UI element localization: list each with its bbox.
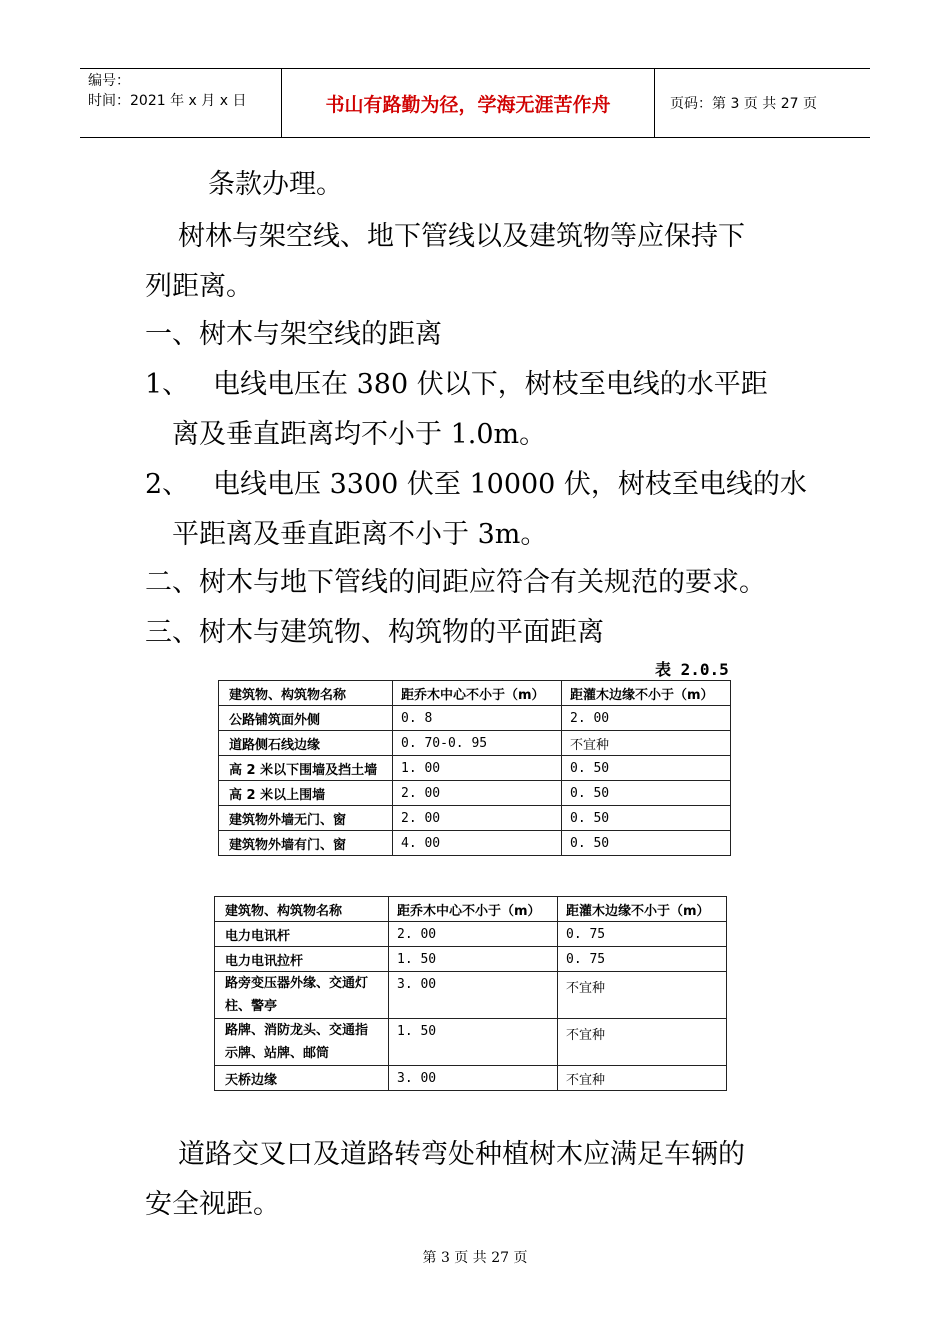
item-2-number: 2、 [145,469,190,500]
table-cell: 2. 00 [393,806,562,831]
table-cell: 不宜种 [562,731,731,756]
table-row [215,922,727,947]
distance-table-2 [214,896,727,1091]
table-cell: 1. 50 [389,1019,558,1066]
table-cell: 不宜种 [558,972,727,1019]
table-cell: 3. 00 [389,1066,558,1091]
table-row [219,756,731,781]
table-header-cell: 建筑物、构筑物名称 [215,897,389,922]
table-header-cell: 距灌木边缘不小于（m） [558,897,727,922]
section-3-heading: 三、树木与建筑物、构筑物的平面距离 [145,617,604,648]
table-header-cell: 距乔木中心不小于（m） [393,681,562,706]
table-cell: 高 2 米以下围墙及挡土墙 [219,756,393,781]
section-1-heading: 一、树木与架空线的距离 [145,319,442,350]
time-label: 时间：2021 年 x 月 x 日 [88,93,247,109]
paragraph-2-line-2: 列距离。 [145,271,253,302]
table-cell: 0. 70-0. 95 [393,731,562,756]
page-label-text: 页码：第 3 页 共 27 页 [670,96,817,112]
page-footer: 第 3 页 共 27 页 [422,1250,528,1266]
table-cell: 0. 50 [562,806,731,831]
table-cell: 2. 00 [393,781,562,806]
table-cell: 天桥边缘 [215,1066,389,1091]
table-row [215,947,727,972]
table-cell: 2. 00 [562,706,731,731]
table-cell: 0. 75 [558,922,727,947]
table-header-row [219,681,731,706]
table-cell: 0. 50 [562,831,731,856]
table-header-row [215,897,727,922]
table-cell: 1. 50 [389,947,558,972]
table-caption: 表 2.0.5 [655,660,729,679]
table-header-cell: 距灌木边缘不小于（m） [562,681,731,706]
table-cell: 公路铺筑面外侧 [219,706,393,731]
table-row [219,781,731,806]
table-cell: 建筑物外墙无门、窗 [219,806,393,831]
section-2-heading: 二、树木与地下管线的间距应符合有关规范的要求。 [145,567,766,598]
table-cell: 不宜种 [558,1066,727,1091]
closing-paragraph-line-1: 道路交叉口及道路转弯处种植树木应满足车辆的 [178,1139,745,1170]
header-meta [80,69,280,137]
table-cell: 道路侧石线边缘 [219,731,393,756]
table-row [219,831,731,856]
page-header [80,68,870,138]
paragraph-1: 条款办理。 [208,169,343,200]
table-cell: 3. 00 [389,972,558,1019]
item-1-number: 1、 [145,369,190,400]
table-cell: 2. 00 [389,922,558,947]
table-cell: 0. 75 [558,947,727,972]
table-cell: 建筑物外墙有门、窗 [219,831,393,856]
table-cell: 0. 50 [562,781,731,806]
table-header-cell: 距乔木中心不小于（m） [389,897,558,922]
closing-paragraph-line-2: 安全视距。 [145,1189,280,1220]
table-cell: 0. 8 [393,706,562,731]
table-row [215,972,727,1019]
distance-table-1 [218,680,731,856]
item-2-line-1: 电线电压 3300 伏至 10000 伏，树枝至电线的水 [213,469,807,500]
paragraph-2-line-1: 树林与架空线、地下管线以及建筑物等应保持下 [178,221,745,252]
header-motto: 书山有路勤为径，学海无涯苦作舟 [281,69,655,137]
item-2-line-2: 平距离及垂直距离不小于 3m。 [172,519,548,550]
table-cell: 路牌、消防龙头、交通指示牌、站牌、邮筒 [215,1019,389,1066]
table-cell: 4. 00 [393,831,562,856]
table-row [219,706,731,731]
table-row [219,806,731,831]
table-cell: 不宜种 [558,1019,727,1066]
table-cell: 1. 00 [393,756,562,781]
header-page-label [664,69,870,137]
table-header-cell: 建筑物、构筑物名称 [219,681,393,706]
table-row [215,1019,727,1066]
table-cell: 电力电讯拉杆 [215,947,389,972]
table-cell: 电力电讯杆 [215,922,389,947]
table-cell: 0. 50 [562,756,731,781]
item-1-line-1: 电线电压在 380 伏以下，树枝至电线的水平距 [213,369,768,400]
number-label: 编号： [88,73,130,89]
table-row [219,731,731,756]
table-cell: 路旁变压器外缘、交通灯柱、警亭 [215,972,389,1019]
table-cell: 高 2 米以上围墙 [219,781,393,806]
item-1-line-2: 离及垂直距离均不小于 1.0m。 [172,419,547,450]
table-row [215,1066,727,1091]
